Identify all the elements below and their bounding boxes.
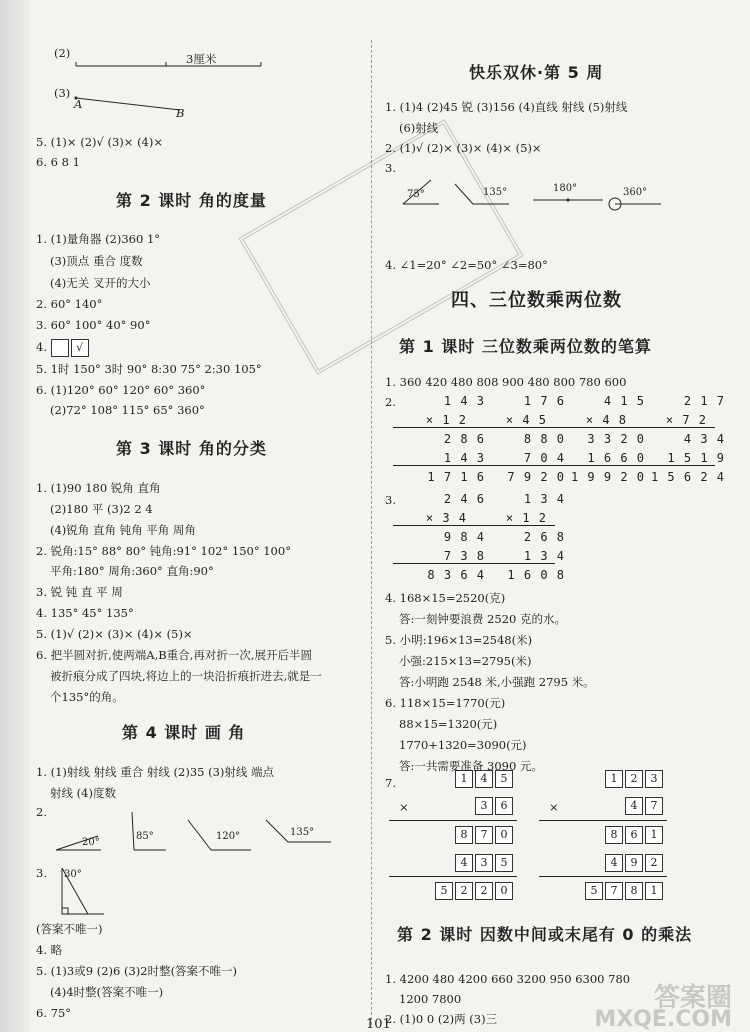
answer-line-r17: 答:一共需要准备 3090 元。 (399, 759, 543, 773)
q4-label: 4. (36, 340, 47, 354)
answer-line-r11: 5. 小明:196×13=2548(米) (385, 633, 533, 647)
answer-line-l32: 6. 75° (36, 1006, 72, 1020)
calc-a: 1 3 4 (523, 492, 565, 506)
lesson-heading-h2: 第 3 课时 角的分类 (116, 439, 267, 458)
answer-line-r19: 1. 4200 480 4200 660 3200 950 6300 780 (385, 972, 631, 986)
calc-p1: 2 8 6 (443, 432, 485, 446)
q7-rule (539, 820, 667, 821)
answer-line-l15: (4)锐角 直角 钝角 平角 周角 (50, 523, 196, 537)
q7-rule (389, 820, 517, 821)
calc-r: 1 6 0 8 (507, 568, 565, 582)
answer-line-l7: (4)无关 叉开的大小 (50, 276, 151, 290)
calc-p2: 1 4 3 (443, 451, 485, 465)
answer-line-l6: (3)顶点 重合 度数 (50, 254, 143, 268)
q7-rule (539, 876, 667, 877)
answer-line-l11: 6. (1)120° 60° 120° 60° 360° (36, 383, 206, 397)
answer-line-r6: 1. 360 420 480 808 900 480 800 780 600 (385, 375, 627, 389)
answer-line-l20: 5. (1)√ (2)× (3)× (4)× (5)× (36, 627, 193, 641)
calc-p1: 8 8 0 (523, 432, 565, 446)
calc-p2: 1 6 6 0 (587, 451, 645, 465)
calc-rule (393, 427, 475, 428)
digit-box: 4 (475, 770, 493, 788)
answer-line-l24: 1. (1)射线 射线 重合 射线 (2)35 (3)射线 端点 (36, 765, 275, 779)
answer-line-l22: 被折痕分成了四块,将边上的一块沿折痕折进去,就是一 (50, 669, 322, 683)
angle-label-20: 20° (82, 837, 100, 848)
digit-box: 9 (625, 854, 643, 872)
angle-label-30: 30° (64, 869, 82, 880)
site-watermark: 答案圈 (653, 983, 732, 1013)
times-sign: × (399, 800, 409, 814)
calc-r: 1 5 6 2 4 (650, 470, 725, 484)
digit-box: 7 (645, 797, 663, 815)
digit-box: 4 (455, 854, 473, 872)
answer-line-r18: 7. (385, 776, 396, 790)
calc-rule (553, 465, 635, 466)
calc-rule (473, 563, 555, 564)
calc-b: × 4 8 (585, 413, 627, 427)
calc-a: 1 4 3 (443, 394, 485, 408)
calc-p2: 7 0 4 (523, 451, 565, 465)
answer-line-l12: (2)72° 108° 115° 65° 360° (50, 403, 205, 417)
page-binding-edge (0, 0, 30, 1032)
digit-box: 0 (495, 882, 513, 900)
answer-line-r12: 小强:215×13=2795(米) (399, 654, 532, 668)
calc-b: × 7 2 (665, 413, 707, 427)
angle-label-135: 135° (290, 827, 315, 838)
answer-line-l3: 5. (1)× (2)√ (3)× (4)× (36, 135, 163, 149)
lesson-heading-h1: 第 2 课时 角的度量 (116, 191, 267, 210)
segment-label: 3厘米 (186, 52, 217, 66)
calc-a: 2 1 7 (683, 394, 725, 408)
answer-line-r15: 88×15=1320(元) (399, 717, 498, 731)
answer-line-l16: 2. 锐角:15° 88° 80° 钝角:91° 102° 150° 100° (36, 544, 291, 558)
answer-line-l18: 3. 锐 钝 直 平 周 (36, 585, 123, 599)
times-sign: × (549, 800, 559, 814)
calc-p1: 9 8 4 (443, 530, 485, 544)
answer-box-empty (51, 339, 69, 357)
digit-box: 5 (495, 770, 513, 788)
digit-box: 1 (455, 770, 473, 788)
calc-r: 8 3 6 4 (427, 568, 485, 582)
digit-box: 4 (605, 854, 623, 872)
calc-b: × 1 2 (425, 413, 467, 427)
digit-box: 2 (645, 854, 663, 872)
answer-line-l19: 4. 135° 45° 135° (36, 606, 134, 620)
q7-rule (389, 876, 517, 877)
calc-a: 4 1 5 (603, 394, 645, 408)
calc-rule (633, 427, 715, 428)
digit-box: 3 (475, 854, 493, 872)
digit-box: 2 (455, 882, 473, 900)
digit-box: 3 (475, 797, 493, 815)
answer-line-l1: (2) (54, 46, 71, 60)
section-heading: 四、三位数乘两位数 (451, 290, 622, 311)
angle-label-360: 360° (623, 187, 648, 198)
calc-rule (473, 525, 555, 526)
digit-box: 6 (625, 826, 643, 844)
calc-rule (393, 465, 475, 466)
calc-p2: 1 3 4 (523, 549, 565, 563)
calc-p2: 1 5 1 9 (667, 451, 725, 465)
calc-p2: 7 3 8 (443, 549, 485, 563)
page-number: 101 (366, 1017, 391, 1032)
answer-line-l27: 3. (36, 866, 47, 880)
answer-line-l8: 2. 60° 140° (36, 297, 103, 311)
answer-line-r20: 1200 7800 (399, 992, 462, 1006)
calc-rule (473, 427, 555, 428)
answer-line-r7: 2. (385, 395, 396, 409)
ray-label-a: A (74, 97, 83, 111)
calc-r: 1 7 1 6 (427, 470, 485, 484)
digit-box: 7 (605, 882, 623, 900)
answer-line-r3: 2. (1)√ (2)× (3)× (4)× (5)× (385, 141, 542, 155)
angle-label-135-right: 135° (483, 187, 508, 198)
calc-rule (393, 563, 475, 564)
answer-line-r2: (6)射线 (399, 121, 439, 135)
answer-box-checked: √ (71, 339, 89, 357)
angle-label-75: 75° (407, 189, 425, 200)
answer-line-r10: 答:一刻钟要浪费 2520 克的水。 (399, 612, 566, 626)
calc-p1: 3 3 2 0 (587, 432, 645, 446)
ray-figure (76, 94, 186, 114)
digit-box: 1 (605, 770, 623, 788)
answer-line-r5: 4. ∠1=20° ∠2=50° ∠3=80° (385, 258, 548, 272)
digit-box: 1 (645, 826, 663, 844)
lesson1-heading: 第 1 课时 三位数乘两位数的笔算 (399, 337, 652, 356)
digit-box: 4 (625, 797, 643, 815)
answer-line-l26: 2. (36, 805, 47, 819)
digit-box: 1 (645, 882, 663, 900)
answer-line-l17: 平角:180° 周角:360° 直角:90° (50, 564, 214, 578)
calc-rule (553, 427, 635, 428)
answer-line-l25: 射线 (4)度数 (50, 786, 116, 800)
calc-rule (633, 465, 715, 466)
answer-line-l30: 5. (1)3或9 (2)6 (3)2时整(答案不唯一) (36, 964, 238, 978)
calc-b: × 1 2 (505, 511, 547, 525)
answer-line-r1: 1. (1)4 (2)45 锐 (3)156 (4)直线 射线 (5)射线 (385, 100, 628, 114)
digit-box: 8 (625, 882, 643, 900)
digit-box: 2 (625, 770, 643, 788)
site-watermark-url: MXQE.COM (594, 1007, 732, 1032)
answer-line-l23: 个135°的角。 (50, 690, 124, 704)
answer-line-l31: (4)4时整(答案不唯一) (50, 985, 164, 999)
calc-b: × 4 5 (505, 413, 547, 427)
digit-box: 3 (645, 770, 663, 788)
answer-line-l14: (2)180 平 (3)2 2 4 (50, 502, 153, 516)
q4-answer (36, 339, 91, 357)
segment-figure (76, 54, 266, 74)
answer-line-r8: 3. (385, 493, 396, 507)
calc-a: 1 7 6 (523, 394, 565, 408)
calc-rule (473, 465, 555, 466)
answer-line-r13: 答:小明跑 2548 米,小强跑 2795 米。 (399, 675, 595, 689)
lesson2-heading: 第 2 课时 因数中间或末尾有 0 的乘法 (397, 925, 693, 944)
answer-line-l9: 3. 60° 100° 40° 90° (36, 318, 151, 332)
digit-box: 0 (495, 826, 513, 844)
calc-b: × 3 4 (425, 511, 467, 525)
answer-line-l21: 6. 把半圆对折,使两端A,B重合,再对折一次,展开后半圆 (36, 648, 313, 662)
calc-rule (393, 525, 475, 526)
answer-line-l2: (3) (54, 86, 71, 100)
digit-box: 8 (605, 826, 623, 844)
angle-label-85: 85° (136, 831, 154, 842)
calc-a: 2 4 6 (443, 492, 485, 506)
digit-box: 7 (475, 826, 493, 844)
digit-box: 6 (495, 797, 513, 815)
answer-line-l5: 1. (1)量角器 (2)360 1° (36, 232, 161, 246)
digit-box: 8 (455, 826, 473, 844)
ray-label-b: B (176, 106, 185, 120)
answer-line-r21: 2. (1)0 0 (2)两 (3)三 (385, 1012, 498, 1026)
digit-box: 5 (435, 882, 453, 900)
answer-line-r14: 6. 118×15=1770(元) (385, 696, 506, 710)
calc-r: 1 9 9 2 0 (570, 470, 645, 484)
angle-label-120: 120° (216, 831, 241, 842)
digit-box: 5 (495, 854, 513, 872)
answer-line-l13: 1. (1)90 180 锐角 直角 (36, 481, 161, 495)
answer-line-l28: (答案不唯一) (36, 922, 103, 936)
digit-box: 2 (475, 882, 493, 900)
digit-box: 5 (585, 882, 603, 900)
answer-line-l4: 6. 6 8 1 (36, 155, 80, 169)
answer-line-r9: 4. 168×15=2520(克) (385, 591, 506, 605)
calc-p1: 2 6 8 (523, 530, 565, 544)
answer-line-l29: 4. 略 (36, 943, 63, 957)
answer-line-r16: 1770+1320=3090(元) (399, 738, 527, 752)
answer-line-r4: 3. (385, 161, 396, 175)
answer-line-l10: 5. 1时 150° 3时 90° 8:30 75° 2:30 105° (36, 362, 262, 376)
week-title: 快乐双休·第 5 周 (469, 63, 604, 82)
calc-r: 7 9 2 0 (507, 470, 565, 484)
angle-label-180: 180° (553, 183, 578, 194)
lesson-heading-h3: 第 4 课时 画 角 (122, 723, 246, 742)
calc-p1: 4 3 4 (683, 432, 725, 446)
